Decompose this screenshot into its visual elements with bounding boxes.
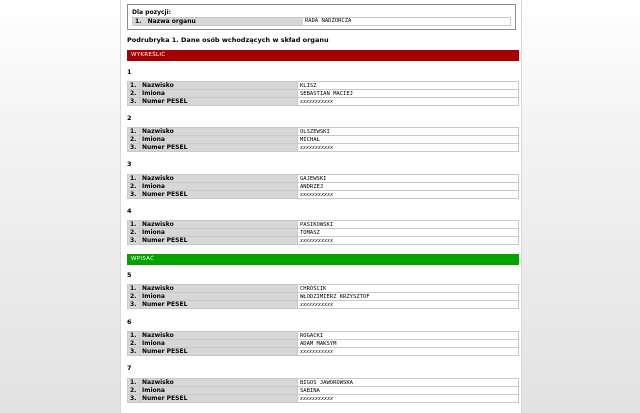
first-names-value: ADAM MAKSYM: [298, 340, 519, 348]
row-number: 1.: [128, 379, 140, 387]
row-number: 2.: [128, 90, 140, 98]
field-label: Nazwisko: [140, 82, 298, 90]
field-label: Nazwisko: [140, 379, 298, 387]
pesel-value: xxxxxxxxxxx: [298, 301, 519, 309]
field-label: Imiona: [140, 229, 298, 237]
person-table: [127, 220, 519, 245]
position-row: [132, 17, 511, 26]
person-table: [127, 127, 519, 152]
row-number: 2.: [128, 183, 140, 191]
field-label: Imiona: [140, 387, 298, 395]
person-number: 1: [127, 68, 132, 76]
table-row: [128, 98, 519, 106]
position-box-title: Dla pozycji:: [132, 9, 172, 16]
row-number: 2.: [128, 340, 140, 348]
table-row: [128, 301, 519, 309]
position-label: [133, 18, 303, 25]
table-row: [128, 332, 519, 340]
field-label: Imiona: [140, 293, 298, 301]
field-label: Nazwisko: [140, 285, 298, 293]
row-number: 3.: [128, 348, 140, 356]
pesel-value: xxxxxxxxxxx: [298, 237, 519, 245]
row-number: 2.: [128, 293, 140, 301]
surname-value: ROGACKI: [298, 332, 519, 340]
surname-value: BIGOS JAWOROWSKA: [298, 379, 519, 387]
first-names-value: SEBASTIAN MACIEJ: [298, 90, 519, 98]
person-number: 4: [127, 207, 132, 215]
remove-section-bar: WYKREŚLIĆ: [127, 50, 519, 61]
person-table: [127, 174, 519, 199]
surname-value: CHRÓŚCIK: [298, 285, 519, 293]
pesel-value: xxxxxxxxxxx: [298, 144, 519, 152]
field-label: Numer PESEL: [140, 301, 298, 309]
pesel-value: xxxxxxxxxxx: [298, 98, 519, 106]
person-table: [127, 378, 519, 403]
person-number: 6: [127, 318, 132, 326]
document-page: [120, 0, 522, 413]
person-table: [127, 284, 519, 309]
table-row: [128, 82, 519, 90]
row-number: 1.: [128, 128, 140, 136]
position-row-label: Nazwa organu: [147, 18, 196, 25]
row-number: 1.: [128, 332, 140, 340]
first-names-value: MICHAŁ: [298, 136, 519, 144]
row-number: 3.: [128, 395, 140, 403]
position-box: [127, 4, 516, 30]
position-value: RADA NADZORCZA: [305, 18, 352, 24]
surname-value: KLISZ: [298, 82, 519, 90]
field-label: Numer PESEL: [140, 191, 298, 199]
field-label: Imiona: [140, 340, 298, 348]
field-label: Nazwisko: [140, 221, 298, 229]
field-label: Numer PESEL: [140, 395, 298, 403]
subsection-heading: Podrubryka 1. Dane osób wchodzących w skład organu: [127, 36, 329, 44]
table-row: [128, 183, 519, 191]
person-number: 3: [127, 160, 132, 168]
table-row: [128, 285, 519, 293]
first-names-value: TOMASZ: [298, 229, 519, 237]
surname-value: PASIKOWSKI: [298, 221, 519, 229]
surname-value: GAJEWSKI: [298, 175, 519, 183]
table-row: [128, 191, 519, 199]
table-row: [128, 395, 519, 403]
field-label: Numer PESEL: [140, 237, 298, 245]
field-label: Numer PESEL: [140, 98, 298, 106]
field-label: Imiona: [140, 136, 298, 144]
table-row: [128, 221, 519, 229]
person-number: 5: [127, 271, 132, 279]
field-label: Numer PESEL: [140, 144, 298, 152]
pesel-value: xxxxxxxxxxx: [298, 348, 519, 356]
row-number: 2.: [128, 136, 140, 144]
row-number: 2.: [128, 229, 140, 237]
table-row: [128, 379, 519, 387]
table-row: [128, 144, 519, 152]
first-names-value: WŁODZIMIERZ KRZYSZTOF: [298, 293, 519, 301]
table-row: [128, 128, 519, 136]
table-row: [128, 229, 519, 237]
person-number: 7: [127, 364, 132, 372]
table-row: [128, 340, 519, 348]
table-row: [128, 90, 519, 98]
row-number: 3.: [128, 237, 140, 245]
row-number: 2.: [128, 387, 140, 395]
field-label: Imiona: [140, 90, 298, 98]
field-label: Nazwisko: [140, 128, 298, 136]
row-number: 1.: [128, 82, 140, 90]
row-number: 3.: [128, 191, 140, 199]
add-section-bar: WPISAĆ: [127, 254, 519, 265]
field-label: Nazwisko: [140, 175, 298, 183]
row-number: 1.: [128, 175, 140, 183]
surname-value: OLSZEWSKI: [298, 128, 519, 136]
table-row: [128, 136, 519, 144]
row-number: 1.: [128, 221, 140, 229]
table-row: [128, 387, 519, 395]
first-names-value: SABINA: [298, 387, 519, 395]
first-names-value: ANDRZEJ: [298, 183, 519, 191]
table-row: [128, 237, 519, 245]
row-number: 3.: [128, 144, 140, 152]
pesel-value: xxxxxxxxxxx: [298, 191, 519, 199]
row-number: 3.: [128, 301, 140, 309]
row-number: 3.: [128, 98, 140, 106]
person-number: 2: [127, 114, 132, 122]
table-row: [128, 348, 519, 356]
person-table: [127, 331, 519, 356]
table-row: [128, 175, 519, 183]
field-label: Imiona: [140, 183, 298, 191]
row-number: 1.: [128, 285, 140, 293]
field-label: Nazwisko: [140, 332, 298, 340]
pesel-value: xxxxxxxxxxx: [298, 395, 519, 403]
position-row-number: 1.: [135, 18, 142, 25]
field-label: Numer PESEL: [140, 348, 298, 356]
table-row: [128, 293, 519, 301]
person-table: [127, 81, 519, 106]
